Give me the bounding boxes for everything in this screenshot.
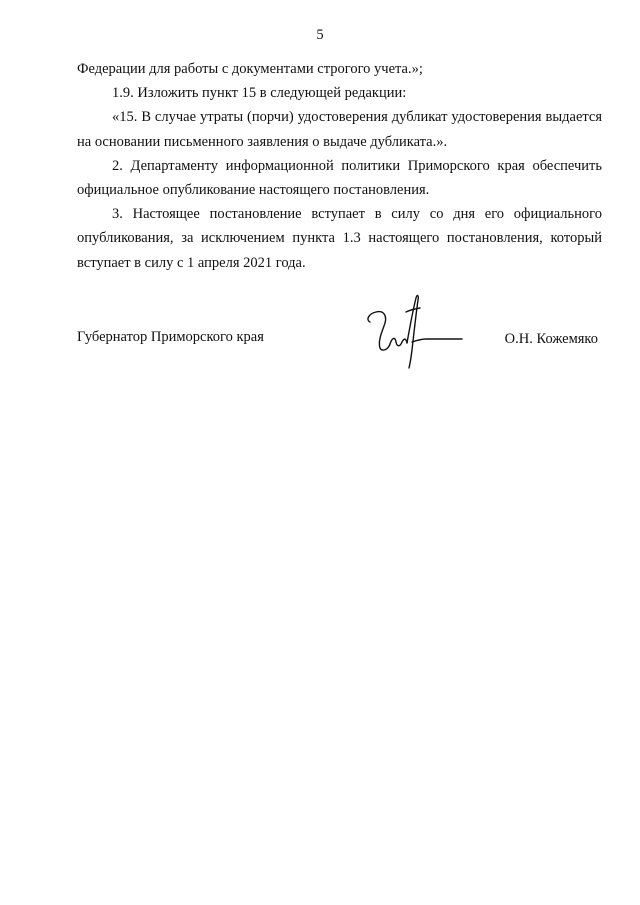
signer-name: О.Н. Кожемяко [504,331,598,347]
paragraph-quoted-item-15: «15. В случае утраты (порчи) удостоверения дубликат удостоверения выдается на основании письменного заявления о выдаче дубликата.». [77,109,602,150]
signature-block [77,292,602,372]
paragraph-continuation: Федерации для работы с документами строгого учета.»; [77,61,423,77]
paragraph-item-2: 2. Департаменту информационной политики Приморского края обеспечить официальное опубликование настоящего постановления. [77,157,602,199]
document-body [77,57,602,275]
paragraph-item-3: 3. Настоящее постановление вступает в силу со дня его официального опубликования, за исключением пункта 1.3 настоящего постановления, который вступает в силу с 1 апреля 2021 года. [77,206,602,271]
page-number: 5 [316,27,324,43]
handwritten-signature [362,292,467,370]
signer-title: Губернатор Приморского края [77,329,264,345]
paragraph-item-1-9: 1.9. Изложить пункт 15 в следующей редакции: [112,85,407,102]
